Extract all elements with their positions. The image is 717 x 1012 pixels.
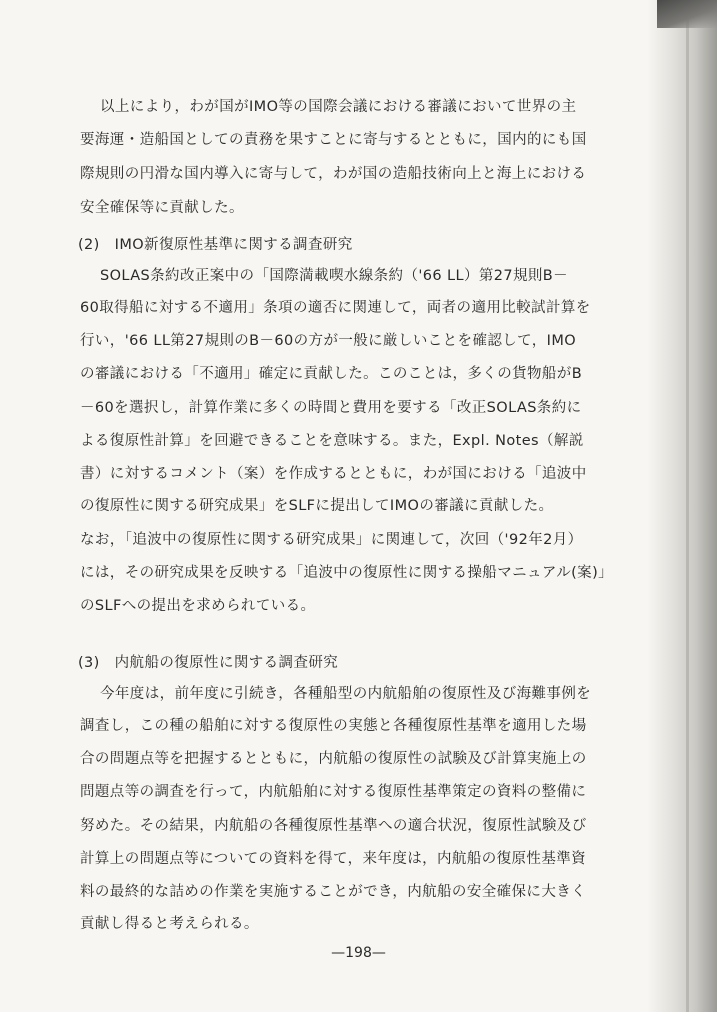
paragraph1-line-3: 際規則の円滑な国内導入に寄与して，わが国の造船技術向上と海上における — [80, 166, 587, 182]
section2-line-2: 60取得船に対する不適用」条項の適否に関連して，両者の適用比較試計算を — [80, 300, 591, 316]
paragraph1-line-4: 安全確保等に貢献した。 — [80, 200, 244, 216]
section3-line-4: 問題点等の調査を行って，内航船舶に対する復原性基準策定の資料の整備に — [80, 784, 587, 800]
section2-line-10: には，その研究成果を反映する「追波中の復原性に関する操船マニュアル(案)」 — [80, 565, 614, 581]
section3-line-1: 今年度は，前年度に引続き，各種船型の内航船舶の復原性及び海難事例を — [100, 686, 592, 702]
section2-line-7: 書）に対するコメント（案）を作成するとともに，わが国における「追波中 — [80, 466, 587, 482]
section2-line-4: の審議における「不適用」確定に貢献した。このことは，多くの貨物船がB — [80, 366, 583, 382]
section3-line-5: 努めた。その結果，内航船の各種復原性基準への適合状況，復原性試験及び — [80, 818, 587, 834]
section3-line-7: 料の最終的な詰めの作業を実施することができ，内航船の安全確保に大きく — [80, 884, 587, 900]
section3-line-6: 計算上の問題点等についての資料を得て，来年度は，内航船の復原性基準資 — [80, 851, 587, 867]
paragraph1-line-1: 以上により，わが国がIMO等の国際会議における審議において世界の主 — [100, 99, 577, 115]
section3-line-8: 貢献し得ると考えられる。 — [80, 916, 259, 932]
section2-line-3: 行い，'66 LL第27規則のB－60の方が一般に厳しいことを確認して，IMO — [80, 333, 577, 349]
section2-heading: (2) IMO新復原性基準に関する調査研究 — [78, 237, 353, 253]
section2-line-8: の復原性に関する研究成果」をSLFに提出してIMOの審議に貢献した。 — [80, 498, 554, 514]
section2-line-9: なお，「追波中の復原性に関する研究成果」に関連して，次回（'92年2月） — [80, 532, 583, 548]
section3-heading: (3) 内航船の復原性に関する調査研究 — [78, 655, 339, 671]
section2-line-6: よる復原性計算」を回避できることを意味する。また，Expl. Notes（解説 — [80, 433, 584, 449]
section2-line-11: のSLFへの提出を求められている。 — [80, 598, 316, 614]
paragraph1-line-2: 要海運・造船国としての責務を果すことに寄与するとともに，国内的にも国 — [80, 132, 587, 148]
section3-line-2: 調査し，この種の船舶に対する復原性の実態と各種復原性基準を適用した場 — [80, 718, 587, 734]
section3-line-3: 合の問題点等を把握するとともに，内航船の復原性の試験及び計算実施上の — [80, 751, 587, 767]
section2-line-1: SOLAS条約改正案中の「国際満載喫水線条約（'66 LL）第27規則B－ — [100, 268, 569, 284]
section2-line-5: －60を選択し，計算作業に多くの時間と費用を要する「改正SOLAS条約に — [80, 400, 582, 416]
page-number: —198— — [331, 945, 386, 961]
